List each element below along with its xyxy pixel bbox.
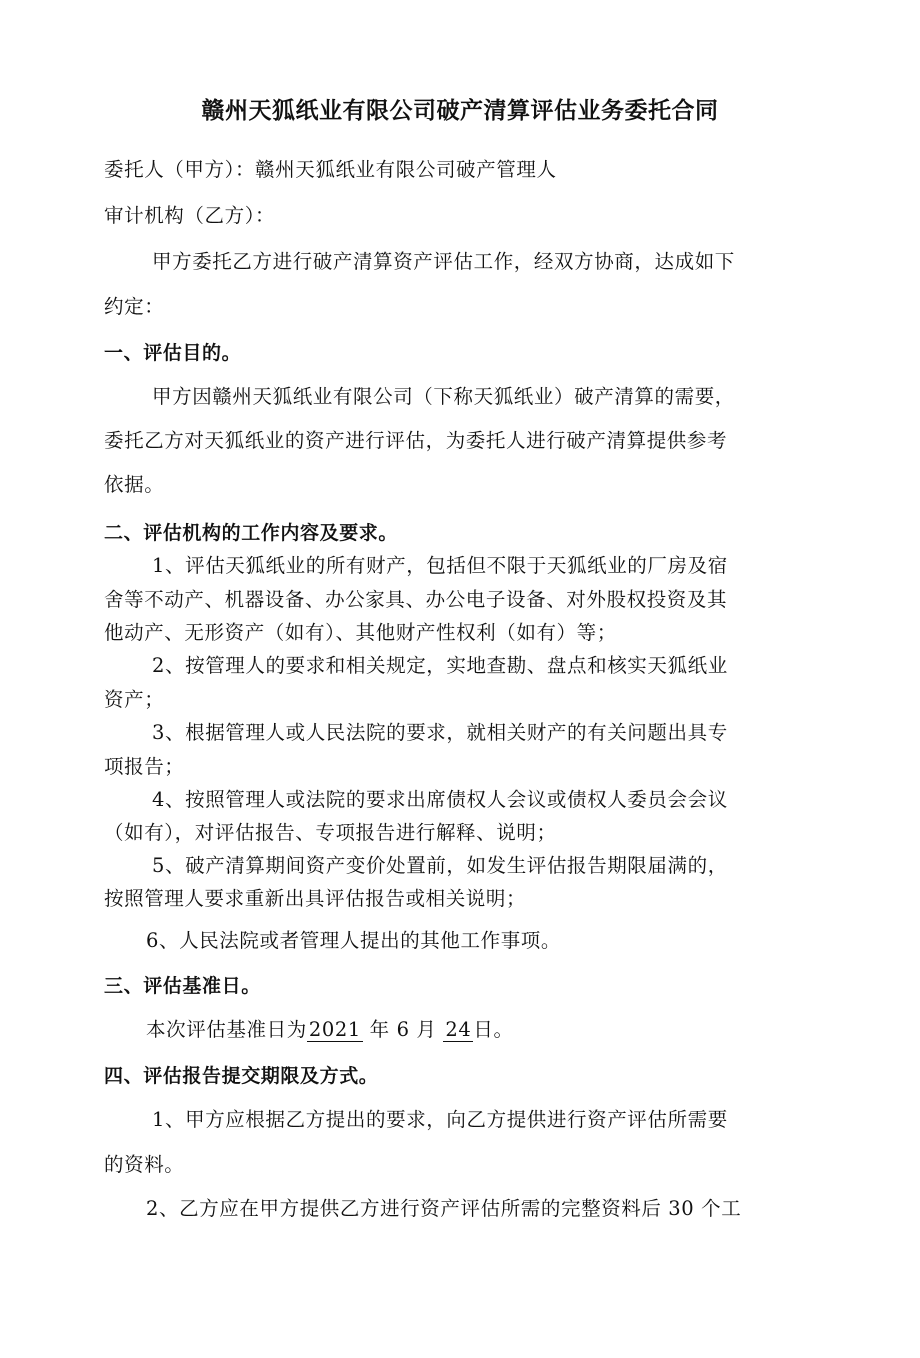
section-2-heading: 二、评估机构的工作内容及要求。 bbox=[104, 522, 399, 544]
section-4-heading: 四、评估报告提交期限及方式。 bbox=[104, 1065, 379, 1087]
section-2-item-6: 6、人民法院或者管理人提出的其他工作事项。 bbox=[146, 929, 562, 952]
base-date-line bbox=[146, 1017, 514, 1043]
section-1-line: 甲方因赣州天狐纸业有限公司（下称天狐纸业）破产清算的需要， bbox=[152, 385, 735, 408]
section-1-heading: 一、评估目的。 bbox=[104, 342, 242, 364]
base-date-day-unit: 日。 bbox=[473, 1018, 514, 1041]
section-2-item-1-line: 舍等不动产、机器设备、办公家具、办公电子设备、对外股权投资及其 bbox=[104, 588, 728, 611]
base-date-month-unit: 月 bbox=[416, 1018, 437, 1041]
section-2-item-1-line: 他动产、无形资产（如有）、其他财产性权利（如有）等； bbox=[104, 621, 617, 644]
party-b-line: 审计机构（乙方）： bbox=[104, 204, 276, 227]
base-date-year-unit: 年 bbox=[369, 1018, 390, 1041]
section-2-item-2-line: 资产； bbox=[104, 688, 165, 711]
section-2-item-5-line: 按照管理人要求重新出具评估报告或相关说明； bbox=[104, 887, 527, 910]
document-title: 赣州天狐纸业有限公司破产清算评估业务委托合同 bbox=[201, 98, 719, 124]
section-3-heading: 三、评估基准日。 bbox=[104, 975, 261, 997]
base-date-prefix: 本次评估基准日为 bbox=[146, 1018, 307, 1041]
section-4-item-1-line: 的资料。 bbox=[104, 1153, 185, 1176]
intro-line-1: 甲方委托乙方进行破产清算资产评估工作，经双方协商，达成如下 bbox=[152, 250, 735, 273]
section-2-item-3-line: 项报告； bbox=[104, 755, 185, 778]
section-1-line: 依据。 bbox=[104, 473, 165, 496]
section-2-item-1-line: 1、评估天狐纸业的所有财产，包括但不限于天狐纸业的厂房及宿 bbox=[152, 554, 728, 577]
base-date-day: 24 bbox=[445, 1018, 472, 1041]
section-2-item-4-line: 4、按照管理人或法院的要求出席债权人会议或债权人委员会会议 bbox=[152, 788, 728, 811]
section-2-item-2-line: 2、按管理人的要求和相关规定，实地查勘、盘点和核实天狐纸业 bbox=[152, 654, 728, 677]
section-2-item-3-line: 3、根据管理人或人民法院的要求，就相关财产的有关问题出具专 bbox=[152, 721, 728, 744]
section-4-item-1-line: 1、甲方应根据乙方提出的要求，向乙方提供进行资产评估所需要 bbox=[152, 1108, 728, 1131]
section-2-item-5-line: 5、破产清算期间资产变价处置前，如发生评估报告期限届满的， bbox=[152, 854, 728, 877]
intro-line-2: 约定： bbox=[104, 295, 165, 318]
party-a-line: 委托人（甲方）：赣州天狐纸业有限公司破产管理人 bbox=[104, 158, 557, 181]
section-4-item-2-line: 2、乙方应在甲方提供乙方进行资产评估所需的完整资料后 30 个工 bbox=[146, 1197, 742, 1220]
section-1-line: 委托乙方对天狐纸业的资产进行评估，为委托人进行破产清算提供参考 bbox=[104, 429, 728, 452]
base-date-month: 6 bbox=[396, 1018, 410, 1041]
base-date-year: 2021 bbox=[308, 1018, 361, 1041]
section-2-item-4-line: （如有），对评估报告、专项报告进行解释、说明； bbox=[104, 821, 557, 844]
